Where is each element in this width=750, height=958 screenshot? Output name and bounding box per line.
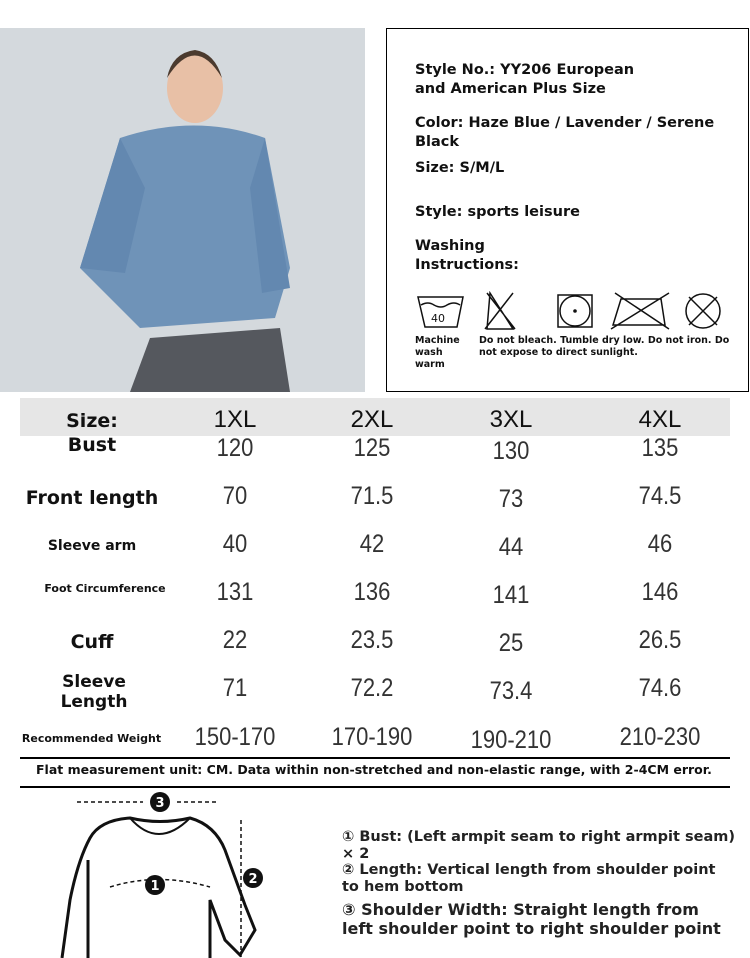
table-cell: 73.4: [489, 677, 533, 705]
table-cell: 40: [222, 530, 248, 558]
table-cell: 125: [353, 434, 391, 462]
table-cell: 74.5: [638, 482, 682, 510]
table-cell: 44: [498, 533, 524, 561]
row-label: Front length: [25, 487, 159, 509]
table-cell: 130: [492, 437, 530, 465]
table-cell: 210-230: [619, 723, 701, 751]
wash-label: Machine wash warm: [415, 335, 460, 370]
table-cell: 150-170: [194, 723, 276, 751]
table-cell: 26.5: [638, 626, 682, 654]
product-photo: [0, 28, 365, 392]
size-1xl: 1XL: [213, 406, 257, 433]
row-label: Cuff: [70, 631, 114, 653]
table-cell: 42: [359, 530, 385, 558]
table-cell: 136: [353, 578, 391, 606]
product-info-box: [386, 28, 749, 392]
marker-3: 3: [155, 796, 165, 811]
table-cell: 22: [222, 626, 248, 654]
table-cell: 170-190: [331, 723, 413, 751]
marker-1: 1: [150, 879, 160, 894]
legend-length: ② Length: Vertical length from shoulder point to hem bottom: [342, 862, 716, 895]
care-symbols-icon: [415, 291, 745, 331]
table-cell: 72.2: [350, 674, 394, 702]
row-label: Sleeve arm: [47, 538, 137, 554]
divider: [20, 786, 730, 788]
table-cell: 71: [222, 674, 248, 702]
legend-bust: ① Bust: (Left armpit seam to right armpit seam) × 2: [342, 829, 735, 862]
size-4xl: 4XL: [638, 406, 682, 433]
table-cell: 25: [498, 629, 524, 657]
size-header-label: Size:: [66, 410, 118, 432]
table-cell: 135: [641, 434, 679, 462]
table-cell: 120: [216, 434, 254, 462]
shirt-diagram-icon: [40, 790, 280, 958]
size-3xl: 3XL: [489, 406, 533, 433]
color-info: Color: Haze Blue / Lavender / Serene Black: [415, 115, 715, 150]
row-label: Foot Circumference: [44, 582, 166, 595]
row-label: Recommended Weight: [21, 732, 162, 745]
table-cell: 131: [216, 578, 254, 606]
measurement-note: Flat measurement unit: CM. Data within non-stretched and non-elastic range, with 2-4CM error.: [36, 762, 712, 777]
table-cell: 73: [498, 485, 524, 513]
marker-2: 2: [248, 872, 258, 887]
table-cell: 141: [492, 581, 530, 609]
size-2xl: 2XL: [350, 406, 394, 433]
row-label: Bust: [67, 434, 117, 456]
table-cell: 74.6: [638, 674, 682, 702]
table-cell: 146: [641, 578, 679, 606]
table-cell: 190-210: [470, 726, 552, 754]
divider: [20, 757, 730, 759]
style-info: Style: sports leisure: [415, 204, 580, 220]
table-cell: 46: [647, 530, 673, 558]
washing-title: Washing Instructions:: [415, 238, 519, 273]
legend-shoulder: ③ Shoulder Width: Straight length from left shoulder point to right shoulder point: [342, 900, 721, 938]
style-number: Style No.: YY206 European and American Plus Size: [415, 62, 635, 97]
table-cell: 71.5: [350, 482, 394, 510]
table-cell: 70: [222, 482, 248, 510]
wash-temperature: 40: [431, 312, 445, 325]
care-text: Do not bleach. Tumble dry low. Do not iron. Do not expose to direct sunlight.: [479, 335, 730, 358]
row-label: Sleeve Length: [60, 672, 128, 712]
table-cell: 23.5: [350, 626, 394, 654]
size-info: Size: S/M/L: [415, 160, 505, 176]
